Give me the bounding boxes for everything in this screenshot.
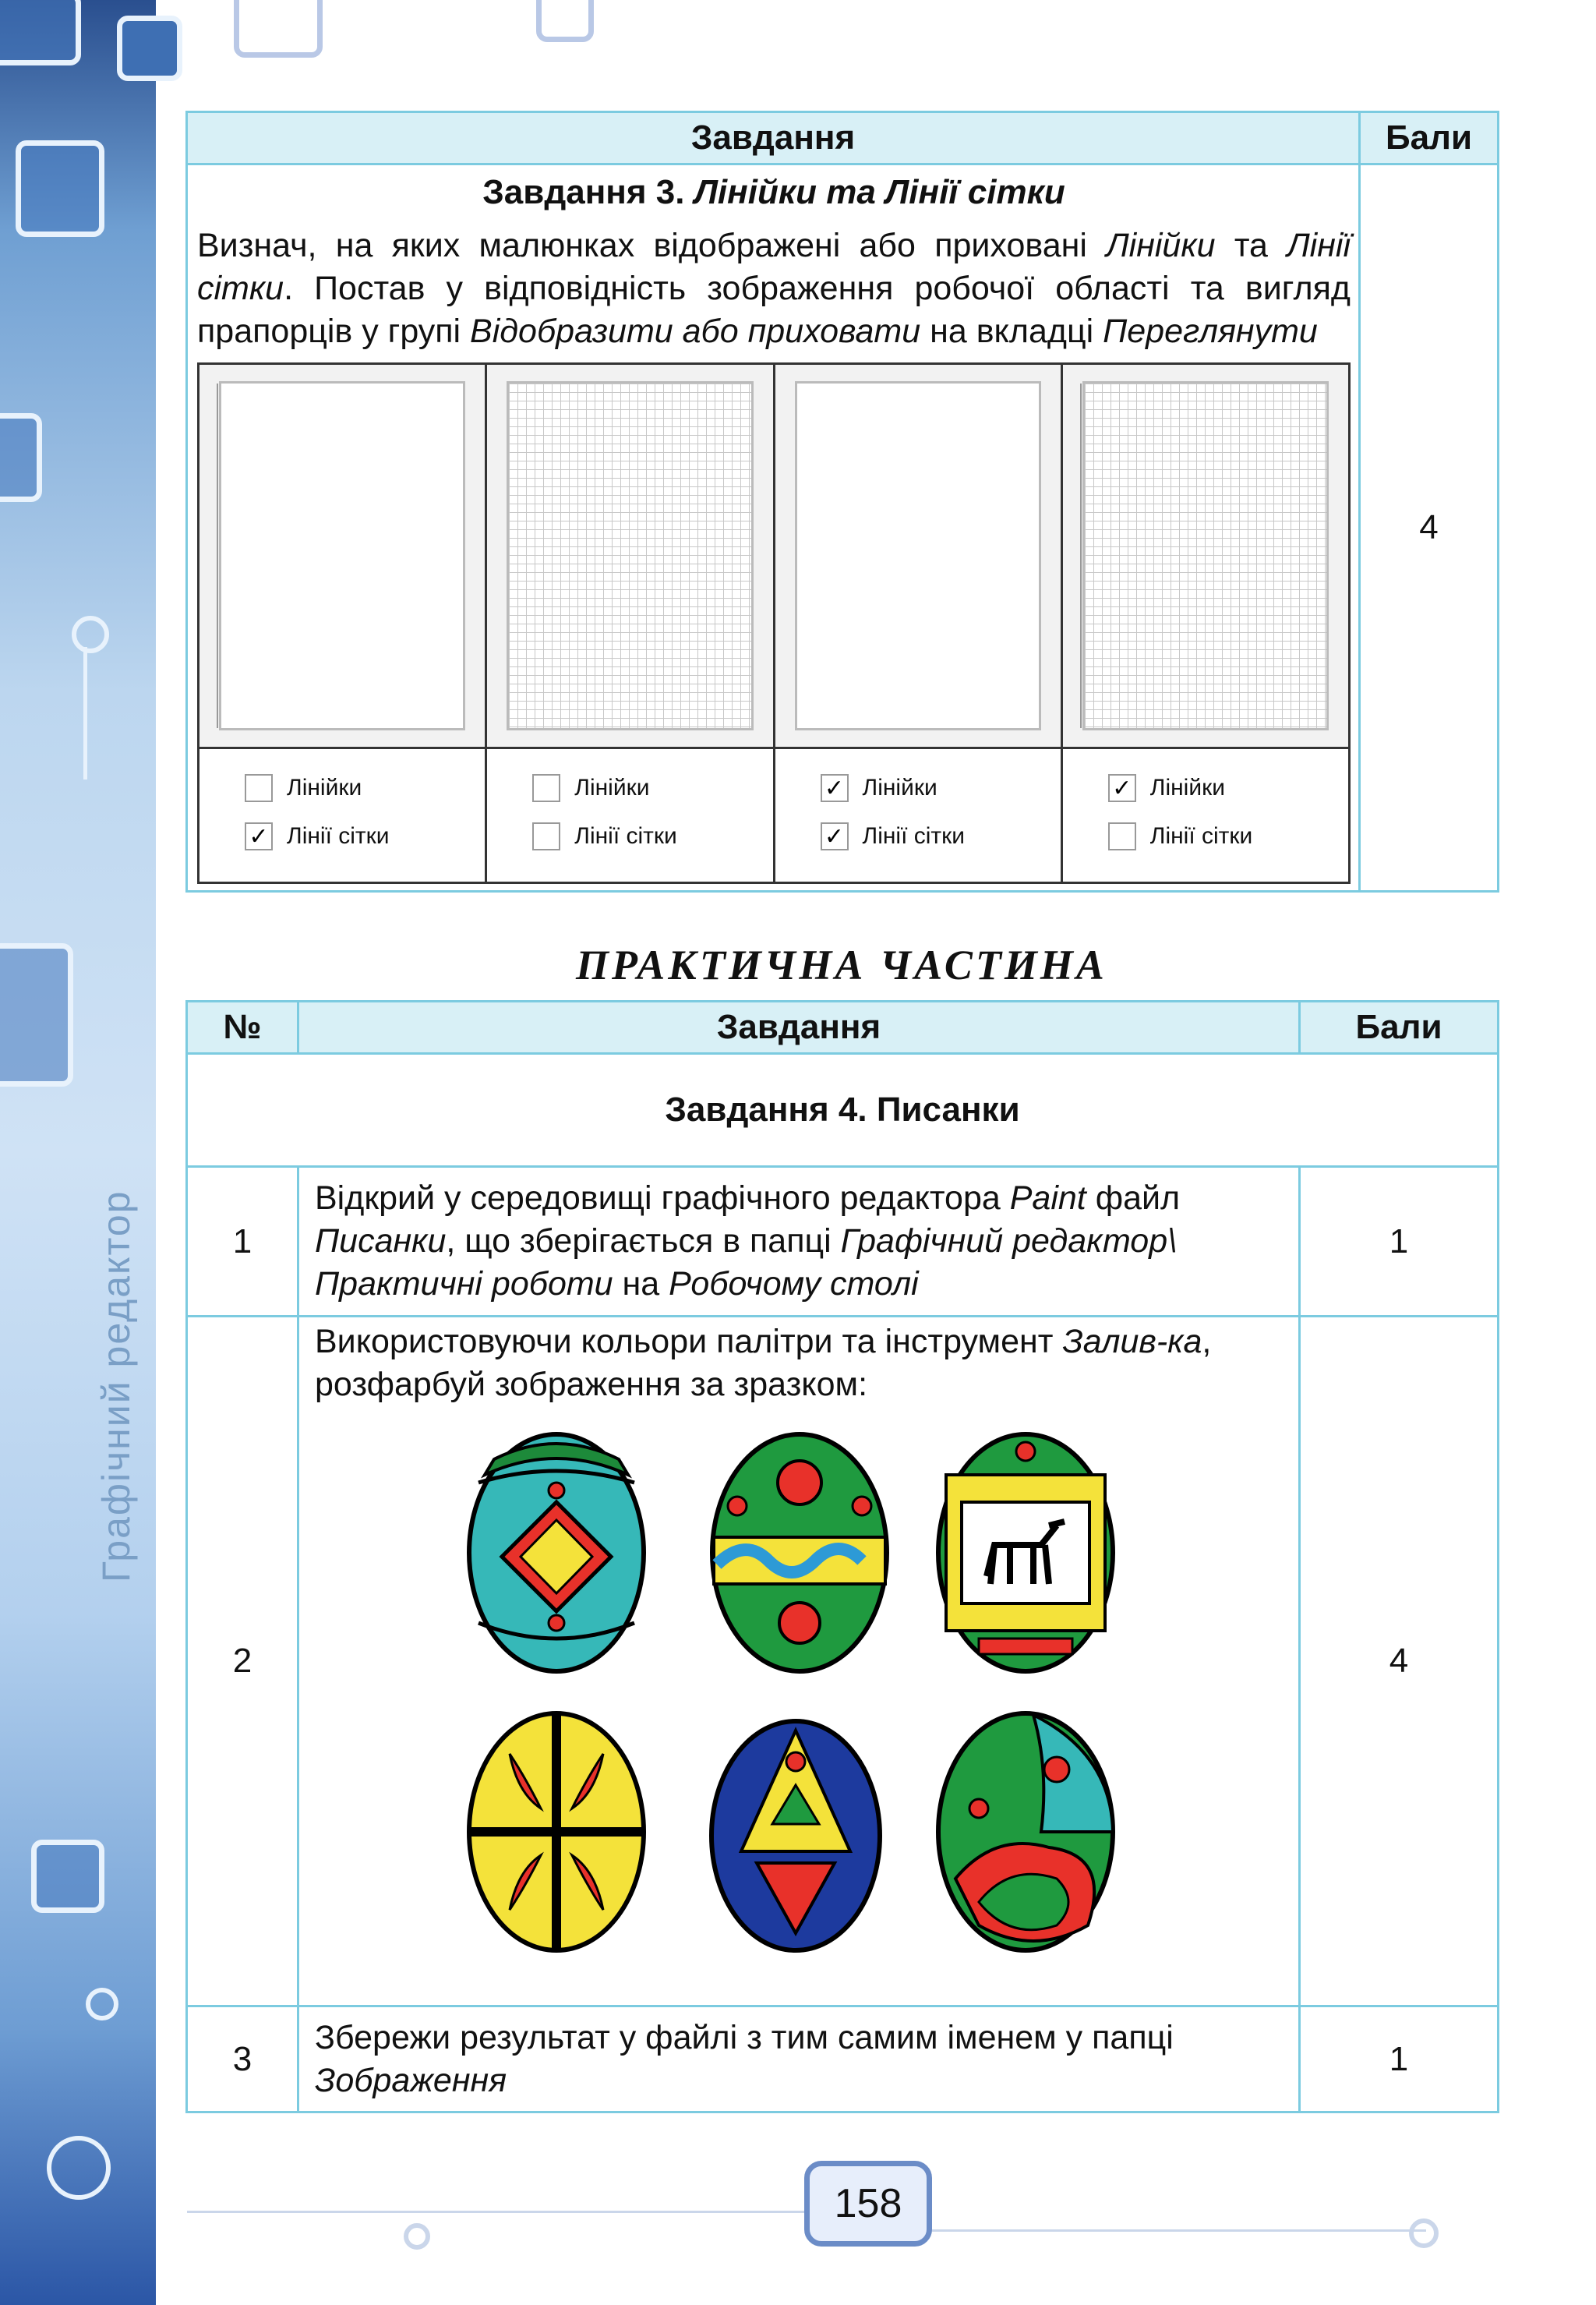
workspace-screenshot [1063, 365, 1348, 749]
grid-checkbox[interactable]: ✓ [245, 822, 273, 850]
task3-description [197, 224, 1351, 353]
rulers-checkbox[interactable]: ✓ [821, 774, 849, 802]
canvas-page-grid [509, 384, 750, 728]
pysanka-2 [706, 1428, 893, 1677]
text: Лінії сітки [197, 227, 1351, 307]
decor-square [0, 413, 42, 502]
text: , розфарбуй зображення за зразком: [315, 1323, 1212, 1403]
figure-panel [775, 365, 1063, 882]
task4-title: Завдання 4. Писанки [187, 1054, 1499, 1167]
header-task: Завдання [187, 112, 1360, 164]
pysanka-6 [932, 1707, 1119, 1957]
footer-dot [1409, 2218, 1439, 2248]
workspace-screenshot [487, 365, 772, 749]
figure-panel [487, 365, 775, 882]
header-score: Бали [1360, 112, 1499, 164]
checkbox-group [775, 749, 1061, 882]
grid-label: Лінії сітки [574, 823, 677, 849]
decor-square [0, 943, 73, 1087]
checkbox-group [1063, 749, 1348, 882]
decor-circle [72, 616, 109, 653]
text: на вкладці [920, 313, 1103, 350]
task3-score: 4 [1360, 164, 1499, 892]
section-title: ПРАКТИЧНА ЧАСТИНА [576, 942, 1107, 988]
rulers-checkbox[interactable] [532, 774, 560, 802]
canvas-page-grid [1085, 384, 1326, 728]
canvas-page [221, 384, 463, 728]
text: Графічний редактор\ Практичні роботи [315, 1222, 1178, 1303]
task3-cell [187, 164, 1360, 892]
text: Робочому столі [669, 1265, 919, 1303]
row-score: 1 [1300, 1167, 1499, 1317]
pysanka-3 [932, 1428, 1119, 1677]
header-task: Завдання [298, 1002, 1300, 1054]
text: Відобразити або приховати [470, 313, 921, 350]
at-sign-icon [47, 2136, 111, 2200]
text: . Постав у відповідність зображення робочої області та вигляд прапорців у групі [197, 270, 1351, 350]
rulers-label: Лінійки [862, 775, 937, 801]
row-score: 1 [1300, 2006, 1499, 2112]
workspace-screenshot [200, 365, 485, 749]
text: Збережи результат у файлі з тим самим іменем у папці [315, 2018, 1174, 2056]
side-title: Графічний редактор [94, 1190, 138, 1582]
text: Писанки [315, 1222, 447, 1260]
decor-square [0, 0, 81, 65]
rulers-checkbox[interactable] [245, 774, 273, 802]
row-num: 2 [187, 1317, 298, 2006]
rulers-checkbox[interactable]: ✓ [1108, 774, 1136, 802]
ruler-top [221, 374, 463, 384]
text: файл [1086, 1179, 1181, 1217]
task3-table [185, 111, 1499, 893]
text: Переглянути [1103, 313, 1318, 350]
pysanka-5 [706, 1715, 885, 1957]
row-num: 1 [187, 1167, 298, 1317]
text: Paint [1009, 1179, 1086, 1217]
task3-title [197, 173, 1351, 212]
footer-line-left [187, 2211, 810, 2213]
footer-line-right [927, 2229, 1426, 2232]
text: та [1215, 227, 1287, 264]
workspace-screenshot [775, 365, 1061, 749]
header-score: Бали [1300, 1002, 1499, 1054]
rulers-label: Лінійки [1149, 775, 1225, 801]
row-num: 3 [187, 2006, 298, 2112]
grid-checkbox[interactable] [532, 822, 560, 850]
ruler-left [1072, 384, 1082, 728]
text: Зображення [315, 2061, 507, 2099]
task3-title-italic: Лінійки та Лінії сітки [694, 173, 1065, 211]
decor-line [83, 647, 87, 780]
pysanka-4 [463, 1707, 650, 1957]
grid-label: Лінії сітки [862, 823, 966, 849]
row-text [298, 1167, 1300, 1317]
text: Визнач, на яких малюнках відображені або приховані [197, 227, 1107, 264]
text: Використовуючи кольори палітри та інструмент [315, 1323, 1063, 1360]
checkbox-group [200, 749, 485, 882]
figure-panel [1063, 365, 1348, 882]
workspace-figures [197, 362, 1351, 884]
decor-square [234, 0, 323, 58]
pysanka-1 [463, 1428, 650, 1677]
header-num: № [187, 1002, 298, 1054]
figure-panel [200, 365, 487, 882]
checkbox-group [487, 749, 772, 882]
decor-circle [86, 1988, 118, 2020]
task3-title-prefix: Завдання 3. [482, 173, 694, 211]
rulers-label: Лінійки [574, 775, 650, 801]
text: Лінійки [1106, 227, 1216, 264]
side-decoration-band [0, 0, 156, 2305]
rulers-label: Лінійки [287, 775, 362, 801]
canvas-page [797, 384, 1039, 728]
page-number: 158 [804, 2161, 932, 2247]
ruler-top [1085, 374, 1326, 384]
row-score: 4 [1300, 1317, 1499, 2006]
text: , що зберігається в папці [446, 1222, 841, 1260]
text: на [613, 1265, 669, 1303]
grid-label: Лінії сітки [287, 823, 390, 849]
decor-square [31, 1840, 104, 1913]
grid-label: Лінії сітки [1149, 823, 1253, 849]
decor-square [16, 140, 104, 237]
grid-checkbox[interactable]: ✓ [821, 822, 849, 850]
row-text [298, 2006, 1300, 2112]
decor-square [536, 0, 594, 42]
text: Відкрий у середовищі графічного редактора [315, 1179, 1010, 1217]
footer-dot [404, 2223, 430, 2250]
decor-square [117, 16, 182, 81]
ruler-left [209, 384, 218, 728]
grid-checkbox[interactable] [1108, 822, 1136, 850]
text: Залив-ка [1062, 1323, 1202, 1360]
